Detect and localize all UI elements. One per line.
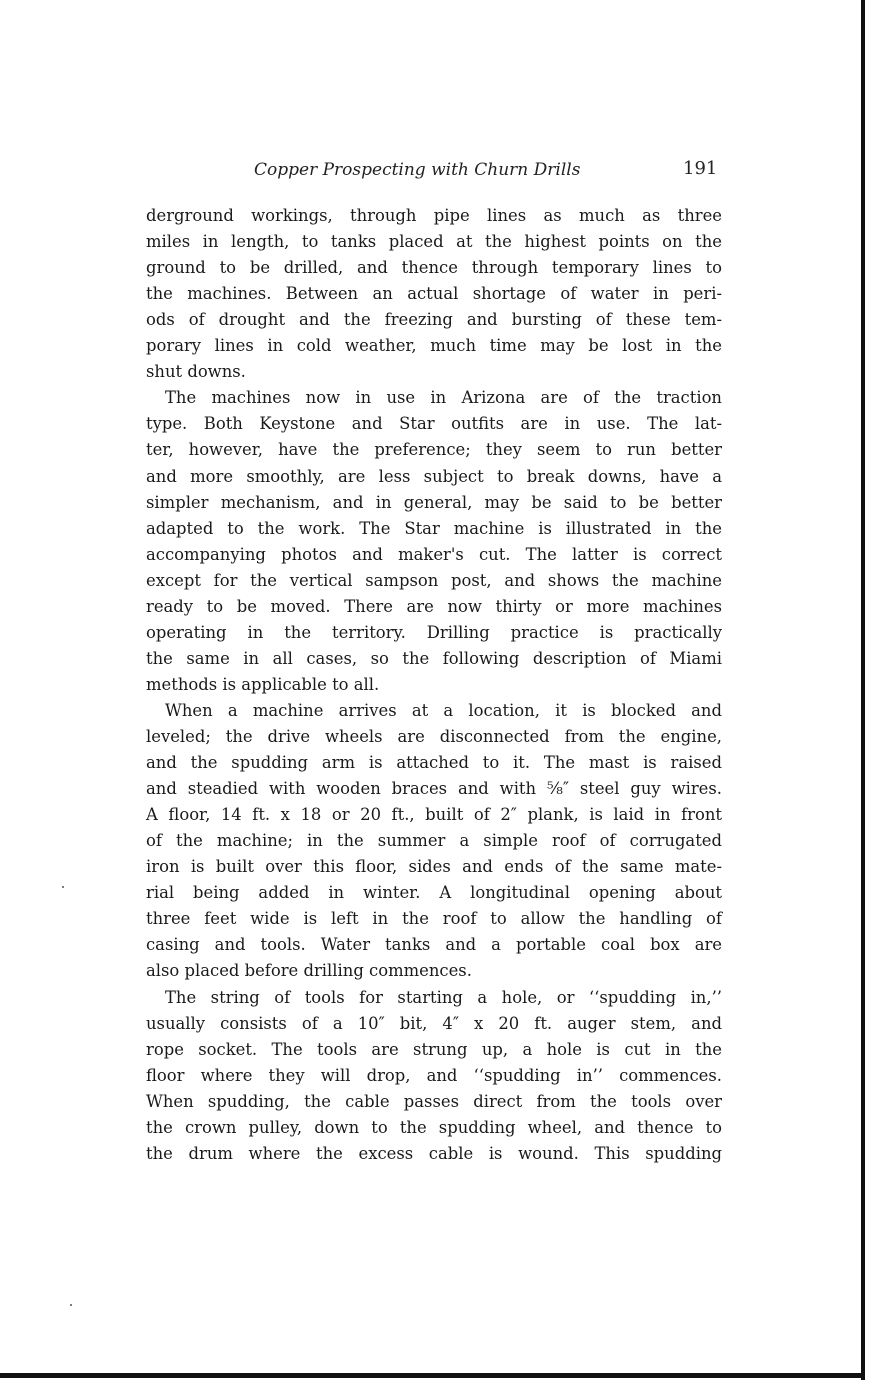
text-line: the same in all cases, so the following description of Miami — [146, 649, 722, 668]
text-line: When spudding, the cable passes direct from the tools over — [146, 1092, 722, 1111]
text-line: ground to be drilled, and thence through temporary lines to — [146, 258, 722, 277]
text-line: the crown pulley, down to the spudding wheel, and thence to — [146, 1118, 722, 1137]
text-line: floor where they will drop, and ‘‘spudding in’’ commences. — [146, 1066, 722, 1085]
text-line: the drum where the excess cable is wound. This spudding — [146, 1144, 722, 1163]
text-line: miles in length, to tanks placed at the highest points on the — [146, 232, 722, 251]
text-line: accompanying photos and maker's cut. The latter is correct — [146, 545, 722, 564]
text-line: methods is applicable to all. — [146, 675, 380, 694]
text-line: except for the vertical sampson post, and shows the machine — [146, 571, 722, 590]
scan-speck — [62, 886, 64, 888]
text-line: The string of tools for starting a hole, or ‘‘spudding in,’’ — [165, 988, 722, 1007]
text-line: adapted to the work. The Star machine is illustrated in the — [146, 519, 722, 538]
text-line: and more smoothly, are less subject to break downs, have a — [146, 467, 722, 486]
text-line: usually consists of a 10″ bit, 4″ x 20 ft. auger stem, and — [146, 1014, 722, 1033]
text-line: A floor, 14 ft. x 18 or 20 ft., built of 2″ plank, is laid in front — [146, 805, 722, 824]
text-line: ter, however, have the preference; they seem to run better — [146, 440, 722, 459]
text-line: and the spudding arm is attached to it. The mast is raised — [146, 753, 722, 772]
text-line: porary lines in cold weather, much time may be lost in the — [146, 336, 722, 355]
text-line: operating in the territory. Drilling practice is practically — [146, 623, 722, 642]
page-border-bottom — [0, 1373, 865, 1378]
text-line: iron is built over this floor, sides and ends of the same mate- — [146, 857, 722, 876]
text-line: leveled; the drive wheels are disconnected from the engine, — [146, 727, 722, 746]
text-line: The machines now in use in Arizona are of the traction — [165, 388, 722, 407]
page-border-right — [861, 0, 865, 1380]
text-line: rial being added in winter. A longitudinal opening about — [146, 883, 722, 902]
text-line: simpler mechanism, and in general, may be said to be better — [146, 493, 722, 512]
text-line: three feet wide is left in the roof to allow the handling of — [146, 909, 722, 928]
text-line: ready to be moved. There are now thirty or more machines — [146, 597, 722, 616]
text-line: When a machine arrives at a location, it is blocked and — [165, 701, 722, 720]
text-line: also placed before drilling commences. — [146, 961, 472, 980]
text-line: derground workings, through pipe lines as much as three — [146, 206, 722, 225]
text-line: of the machine; in the summer a simple roof of corrugated — [146, 831, 722, 850]
text-line: ods of drought and the freezing and bursting of these tem- — [146, 310, 722, 329]
running-title: Copper Prospecting with Churn Drills — [254, 160, 581, 180]
page-number: 191 — [683, 158, 718, 179]
text-line: shut downs. — [146, 362, 246, 381]
scan-speck — [70, 1304, 72, 1306]
text-line: rope socket. The tools are strung up, a hole is cut in the — [146, 1040, 722, 1059]
text-line: type. Both Keystone and Star outfits are in use. The lat- — [146, 414, 722, 433]
text-line: and steadied with wooden braces and with ⅝″ steel guy wires. — [146, 779, 722, 798]
text-line: the machines. Between an actual shortage of water in peri- — [146, 284, 722, 303]
text-line: casing and tools. Water tanks and a portable coal box are — [146, 935, 722, 954]
